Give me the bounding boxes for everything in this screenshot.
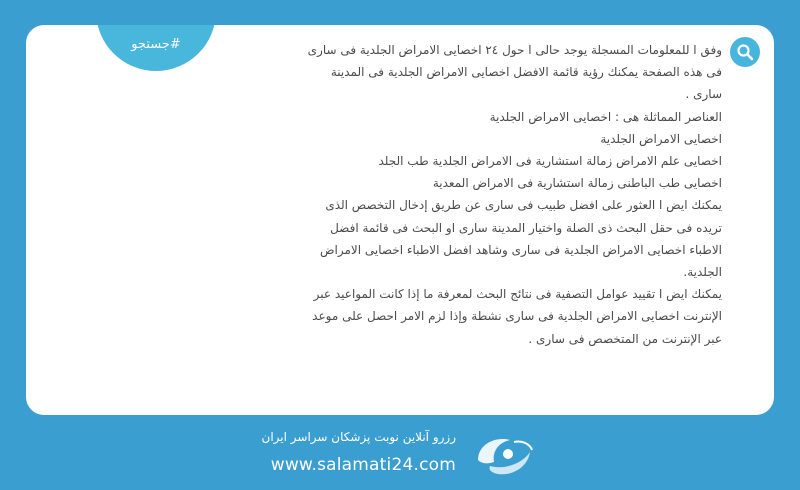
logo-icon [470,430,540,480]
article-body [302,39,722,350]
search-tab[interactable] [96,25,216,71]
paragraph-similar: العناصر المماثلة هى : اخصايى الامراض الجلدية [489,109,722,124]
paragraph-filter-tip: يمكنك ايض ا تقييد عوامل التصفية فى نتائج البحث لمعرفة ما إذا كانت المواعيد عبر الإنترنت اخصايى الامراض الجلدية فى سارى نشطة وإذا لزم الامر احصل على موعد عبر الإنترنت من المتخصص فى سارى . [312,287,722,346]
search-tab-label: #جستجو [131,37,181,52]
search-button[interactable] [730,37,760,67]
paragraph-item-2: اخصايى علم الامراض زمالة استشارية فى الامراض الجلدية طب الجلد [378,154,722,169]
footer-url[interactable]: www.salamati24.com [270,455,456,475]
search-icon [736,43,754,61]
paragraph-item-3: اخصايى طب الباطنى زمالة استشارية فى الامراض المعدية [432,176,722,191]
paragraph-search-tip: يمكنك ايض ا العثور على افضل طبيب فى سارى عن طريق إدخال التخصص الذى تريده فى حقل البحث ذى الصلة واختيار المدينة سارى او البحث فى قائمة افضل الاطباء اخصايى الامراض الجلدية فى سارى وشاهد افضل الاطباء اخصايى الامراض الجلدية. [319,198,722,280]
content-card [26,25,774,415]
paragraph-item-1: اخصايى الامراض الجلدية [600,131,722,146]
paragraph-intro: وفق ا للمعلومات المسجلة يوجد حالى ا حول ٢٤ اخصايى الامراض الجلدية فى سارى فى هذه الصفحة يمكنك رؤية قائمة الافضل اخصايى الامراض الجلدية فى المدينة سارى . [307,43,722,102]
footer-tagline: رزرو آنلاین نوبت پزشکان سراسر ایران [261,430,456,444]
